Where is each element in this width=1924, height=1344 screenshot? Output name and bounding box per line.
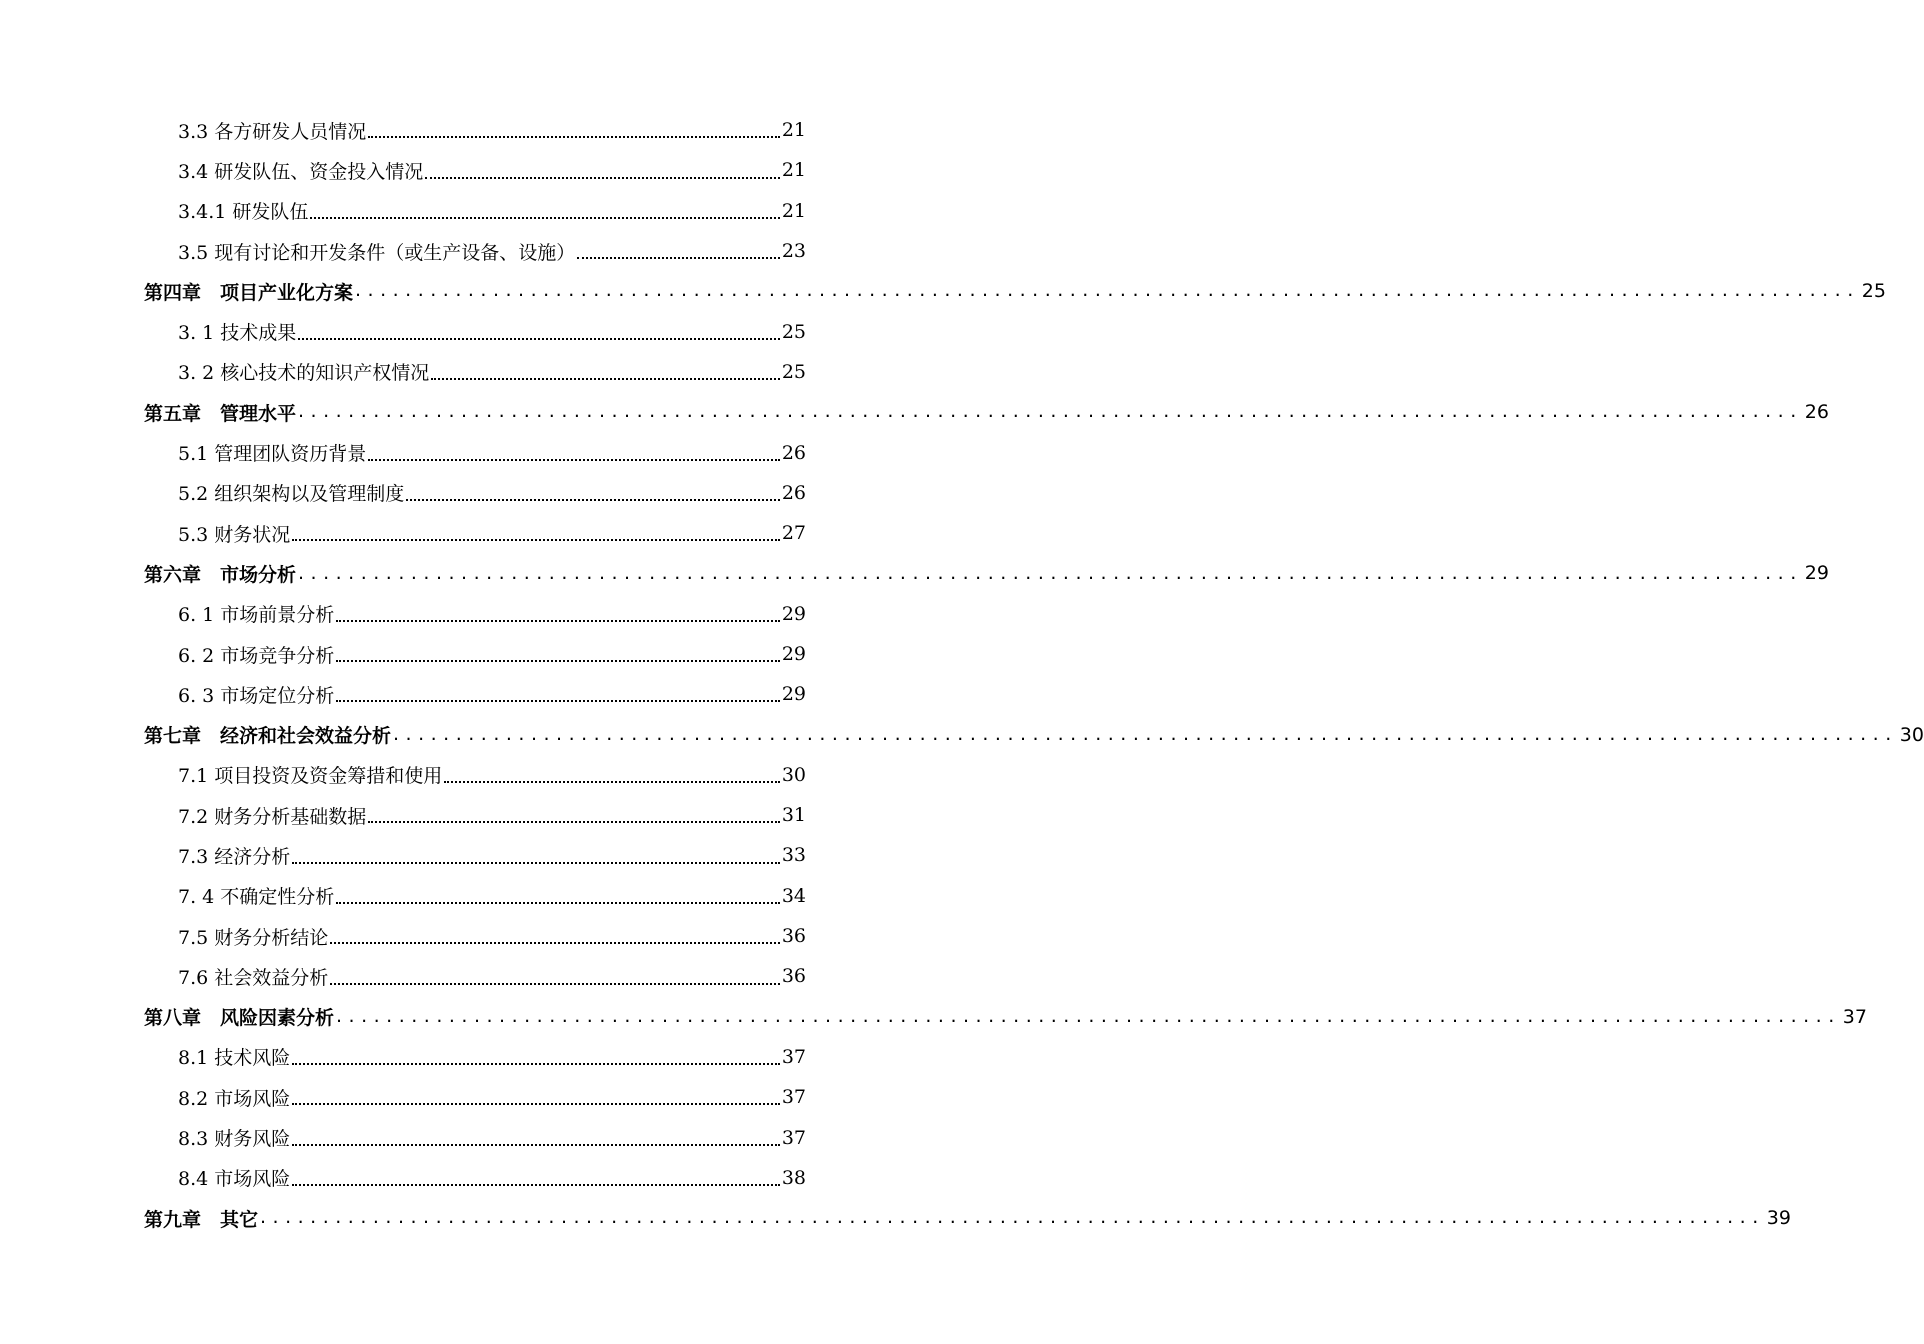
toc-page-number: 21 — [781, 159, 806, 182]
toc-section-entry[interactable] — [144, 150, 806, 190]
toc-page-number: 37 — [781, 1126, 806, 1149]
toc-dot-leader — [444, 779, 780, 783]
toc-entry-label: 3.5 现有讨论和开发条件（或生产设备、设施） — [178, 241, 576, 264]
toc-page-number: 25 — [781, 320, 806, 343]
toc-section-entry[interactable] — [144, 1037, 806, 1077]
toc-entry-label: 5.3 财务状况 — [178, 523, 291, 546]
toc-dot-leader: ........................................................................................................................ — [298, 561, 1803, 584]
toc-dot-leader — [368, 819, 780, 823]
toc-dot-leader — [292, 1182, 780, 1186]
toc-page-number: 27 — [781, 522, 806, 545]
toc-entry-label: 第六章 市场分析 — [144, 563, 297, 586]
toc-entry-label: 6. 2 市场竞争分析 — [178, 644, 335, 667]
toc-dot-leader: ........................................................................................................................ — [393, 722, 1898, 745]
toc-dot-leader — [336, 698, 780, 702]
toc-section-entry[interactable] — [144, 231, 806, 271]
toc-page-number: 21 — [781, 119, 806, 142]
toc-page-number: 29 — [781, 602, 806, 625]
toc-dot-leader — [292, 860, 780, 864]
toc-page-number: 26 — [781, 481, 806, 504]
toc-dot-leader: ........................................................................................................................ — [298, 400, 1803, 423]
toc-page-number: 21 — [781, 199, 806, 222]
toc-entry-label: 6. 1 市场前景分析 — [178, 604, 335, 627]
toc-dot-leader — [330, 981, 780, 985]
toc-section-entry[interactable] — [144, 594, 806, 634]
toc-page-number: 36 — [781, 925, 806, 948]
toc-page-number: 26 — [1804, 401, 1829, 424]
toc-dot-leader — [431, 376, 780, 380]
toc-page-number: 37 — [781, 1086, 806, 1109]
toc-entry-label: 第七章 经济和社会效益分析 — [144, 725, 392, 748]
toc-entry-label: 第九章 其它 — [144, 1208, 259, 1231]
toc-entry-label: 7.2 财务分析基础数据 — [178, 805, 367, 828]
toc-entry-label: 第八章 风险因素分析 — [144, 1007, 335, 1030]
toc-page-number: 30 — [1899, 723, 1924, 746]
toc-chapter-entry[interactable] — [144, 271, 1886, 311]
toc-entry-label: 6. 3 市场定位分析 — [178, 684, 335, 707]
toc-page-number: 25 — [1861, 280, 1886, 303]
toc-section-entry[interactable] — [144, 876, 806, 916]
toc-entry-label: 7.3 经济分析 — [178, 845, 291, 868]
toc-entry-label: 3. 1 技术成果 — [178, 322, 297, 345]
toc-page-number: 39 — [1766, 1207, 1791, 1230]
toc-section-entry[interactable] — [144, 956, 806, 996]
toc-dot-leader: ........................................................................................................................ — [336, 1004, 1841, 1027]
toc-section-entry[interactable] — [144, 513, 806, 553]
toc-entry-label: 3.3 各方研发人员情况 — [178, 120, 367, 143]
toc-dot-leader — [292, 1101, 780, 1105]
toc-dot-leader: ........................................................................................................................ — [260, 1206, 1765, 1229]
toc-entry-label: 8.4 市场风险 — [178, 1168, 291, 1191]
toc-page-number: 23 — [781, 240, 806, 263]
toc-dot-leader — [406, 497, 780, 501]
toc-chapter-entry[interactable] — [144, 714, 1924, 754]
toc-entry-label: 8.2 市场风险 — [178, 1087, 291, 1110]
toc-dot-leader — [577, 255, 780, 259]
toc-section-entry[interactable] — [144, 311, 806, 351]
toc-section-entry[interactable] — [144, 473, 806, 513]
toc-page-number: 26 — [781, 441, 806, 464]
toc-page-number: 29 — [781, 683, 806, 706]
toc-section-entry[interactable] — [144, 1117, 806, 1157]
toc-dot-leader — [310, 215, 779, 219]
toc-section-entry[interactable] — [144, 1158, 806, 1198]
toc-entry-label: 8.3 财务风险 — [178, 1128, 291, 1151]
toc-page-number: 31 — [781, 804, 806, 827]
table-of-contents — [144, 110, 1924, 1238]
toc-section-entry[interactable] — [144, 634, 806, 674]
toc-dot-leader — [292, 537, 780, 541]
toc-entry-label: 8.1 技术风险 — [178, 1047, 291, 1070]
toc-entry-label: 3.4.1 研发队伍 — [178, 201, 309, 224]
toc-section-entry[interactable] — [144, 916, 806, 956]
toc-dot-leader: ........................................................................................................................ — [355, 279, 1860, 302]
toc-section-entry[interactable] — [144, 1077, 806, 1117]
toc-entry-label: 3.4 研发队伍、资金投入情况 — [178, 160, 424, 183]
toc-entry-label: 7.6 社会效益分析 — [178, 966, 329, 989]
toc-page-number: 37 — [1842, 1005, 1867, 1028]
toc-page-number: 33 — [781, 844, 806, 867]
toc-dot-leader — [336, 618, 780, 622]
toc-chapter-entry[interactable] — [144, 1198, 1791, 1238]
toc-page-number: 37 — [781, 1045, 806, 1068]
toc-dot-leader — [336, 900, 780, 904]
toc-entry-label: 7.1 项目投资及资金筹措和使用 — [178, 765, 443, 788]
toc-dot-leader — [298, 336, 780, 340]
toc-page-number: 38 — [781, 1166, 806, 1189]
toc-page-number: 36 — [781, 965, 806, 988]
toc-section-entry[interactable] — [144, 110, 806, 150]
toc-dot-leader — [330, 940, 780, 944]
toc-section-entry[interactable] — [144, 352, 806, 392]
toc-entry-label: 第五章 管理水平 — [144, 402, 297, 425]
toc-section-entry[interactable] — [144, 835, 806, 875]
toc-dot-leader — [292, 1061, 780, 1065]
toc-entry-label: 3. 2 核心技术的知识产权情况 — [178, 362, 430, 385]
toc-chapter-entry[interactable] — [144, 392, 1829, 432]
toc-dot-leader — [425, 175, 780, 179]
toc-section-entry[interactable] — [144, 191, 806, 231]
toc-entry-label: 第四章 项目产业化方案 — [144, 281, 354, 304]
toc-section-entry[interactable] — [144, 795, 806, 835]
toc-page-number: 34 — [781, 884, 806, 907]
toc-entry-label: 5.1 管理团队资历背景 — [178, 443, 367, 466]
toc-page-number: 30 — [781, 763, 806, 786]
toc-section-entry[interactable] — [144, 755, 806, 795]
toc-entry-label: 7. 4 不确定性分析 — [178, 886, 335, 909]
toc-page-number: 29 — [781, 643, 806, 665]
toc-page-number: 29 — [1804, 562, 1829, 585]
toc-section-entry[interactable] — [144, 432, 806, 472]
toc-chapter-entry[interactable] — [144, 997, 1867, 1037]
toc-section-entry[interactable] — [144, 674, 806, 714]
toc-chapter-entry[interactable] — [144, 553, 1829, 593]
toc-page-number: 25 — [781, 360, 806, 383]
toc-dot-leader — [292, 1142, 780, 1146]
toc-dot-leader — [368, 134, 780, 138]
toc-dot-leader — [368, 457, 780, 461]
toc-entry-label: 5.2 组织架构以及管理制度 — [178, 483, 405, 506]
toc-entry-label: 7.5 财务分析结论 — [178, 926, 329, 949]
toc-dot-leader — [336, 658, 780, 662]
